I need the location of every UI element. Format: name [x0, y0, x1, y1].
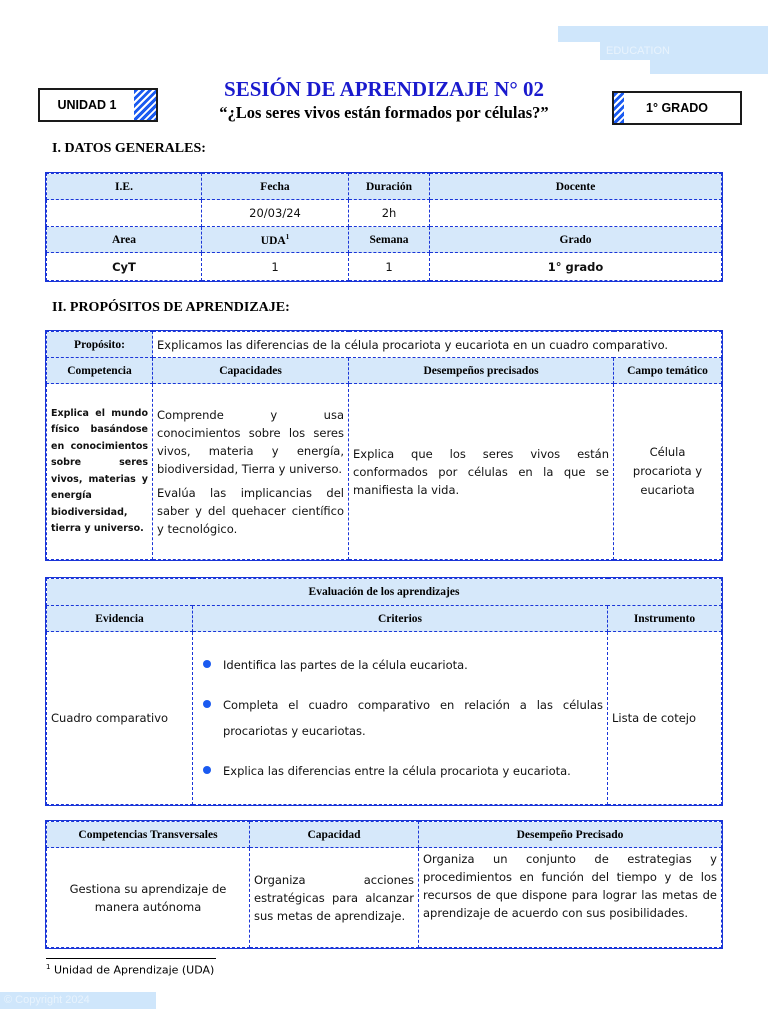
cell-criterios	[193, 632, 608, 805]
cell-fecha: 20/03/24	[202, 200, 349, 227]
table-row	[47, 253, 722, 281]
header-fecha: Fecha	[202, 174, 349, 200]
page-subtitle: “¿Los seres vivos están formados por células?”	[219, 103, 549, 122]
cell-desempeno-transversal: Organiza un conjunto de estrategias y procedimientos en función del tiempo y de los recursos de que dispone para lograr las metas de aprendizaje de acuerdo con sus posibilidades.	[419, 848, 722, 948]
header-semana: Semana	[349, 227, 430, 253]
header-instrumento: Instrumento	[608, 606, 722, 632]
footnote-text: Unidad de Aprendizaje (UDA)	[50, 963, 215, 977]
evaluacion-table	[46, 578, 722, 805]
watermark-bar	[558, 26, 768, 42]
table-row	[47, 384, 722, 560]
cell-proposito: Explicamos las diferencias de la célula procariota y eucariota en un cuadro comparativo.	[153, 332, 722, 358]
cell-ie	[47, 200, 202, 227]
header-competencia: Competencia	[47, 358, 153, 384]
table-row	[47, 579, 722, 606]
header-capacidad: Capacidad	[250, 822, 419, 848]
section-heading-propositos: II. PROPÓSITOS DE APRENDIZAJE:	[52, 300, 290, 315]
grade-badge-label: 1° GRADO	[646, 101, 708, 115]
unit-badge-label: UNIDAD 1	[57, 98, 117, 112]
table-row	[47, 200, 722, 227]
header-competencias-transversales: Competencias Transversales	[47, 822, 250, 848]
header-ie: I.E.	[47, 174, 202, 200]
header-desempeno-precisado: Desempeño Precisado	[419, 822, 722, 848]
header-docente: Docente	[430, 174, 722, 200]
criterios-list	[201, 652, 603, 784]
cell-capacidad-transversal: Organiza acciones estratégicas para alcanzar sus metas de aprendizaje.	[250, 848, 419, 948]
table-row	[47, 174, 722, 200]
cell-area: CyT	[47, 253, 202, 281]
propositos-table	[46, 331, 722, 560]
footnote-divider	[46, 958, 216, 959]
footnote	[46, 963, 214, 977]
cell-grado: 1° grado	[430, 253, 722, 281]
header-criterios: Criterios	[193, 606, 608, 632]
datos-generales-table	[46, 173, 722, 281]
grade-badge	[612, 91, 742, 125]
footnote-number: 1	[46, 963, 51, 971]
table-row	[47, 332, 722, 358]
table-row	[47, 822, 722, 848]
header-campo: Campo temático	[614, 358, 722, 384]
header-area: Area	[47, 227, 202, 253]
cell-competencia: Explica el mundo físico basándose en conocimientos sobre seres vivos, materias y energía biodiversidad, tierra y universo.	[47, 384, 153, 560]
evaluacion-title: Evaluación de los aprendizajes	[47, 579, 722, 606]
watermark-top: EDUCATION	[600, 42, 768, 60]
list-item: Explica las diferencias entre la célula procariota y eucariota.	[201, 758, 603, 784]
header-proposito: Propósito:	[47, 332, 153, 358]
table-row	[47, 227, 722, 253]
header-duracion: Duración	[349, 174, 430, 200]
stripe-decoration	[614, 93, 624, 123]
cell-capacidades	[153, 384, 349, 560]
list-item: Identifica las partes de la célula eucariota.	[201, 652, 603, 678]
watermark-bar	[650, 60, 768, 74]
cell-campo: Célula procariota y eucariota	[614, 384, 722, 560]
capacidad-2: Evalúa las implicancias del saber y del quehacer científico y tecnológico.	[157, 485, 344, 536]
section-heading-datos: I. DATOS GENERALES:	[52, 141, 206, 156]
table-row	[47, 848, 722, 948]
cell-instrumento: Lista de cotejo	[608, 632, 722, 805]
cell-semana: 1	[349, 253, 430, 281]
header-evidencia: Evidencia	[47, 606, 193, 632]
page-title: SESIÓN DE APRENDIZAJE N° 02	[224, 77, 544, 101]
cell-evidencia: Cuadro comparativo	[47, 632, 193, 805]
transversal-table	[46, 821, 722, 948]
table-row	[47, 358, 722, 384]
list-item: Completa el cuadro comparativo en relación a las células procariotas y eucariotas.	[201, 692, 603, 744]
cell-uda: 1	[202, 253, 349, 281]
header-grado: Grado	[430, 227, 722, 253]
capacidad-1: Comprende y usa conocimientos sobre los seres vivos, materia y energía, biodiversidad, Tierra y universo.	[157, 407, 344, 476]
cell-competencia-transversal: Gestiona su aprendizaje de manera autónoma	[47, 848, 250, 948]
header-uda	[202, 227, 349, 253]
cell-duracion: 2h	[349, 200, 430, 227]
table-row	[47, 606, 722, 632]
header-uda-label: UDA	[260, 234, 286, 247]
table-row	[47, 632, 722, 805]
cell-docente	[430, 200, 722, 227]
cell-desempeno: Explica que los seres vivos están conformados por células en la que se manifiesta la vida.	[349, 384, 614, 560]
header-desempenos: Desempeños precisados	[349, 358, 614, 384]
header-capacidades: Capacidades	[153, 358, 349, 384]
watermark-bottom: © Copyright 2024	[0, 992, 156, 1009]
footnote-mark: 1	[285, 232, 290, 241]
